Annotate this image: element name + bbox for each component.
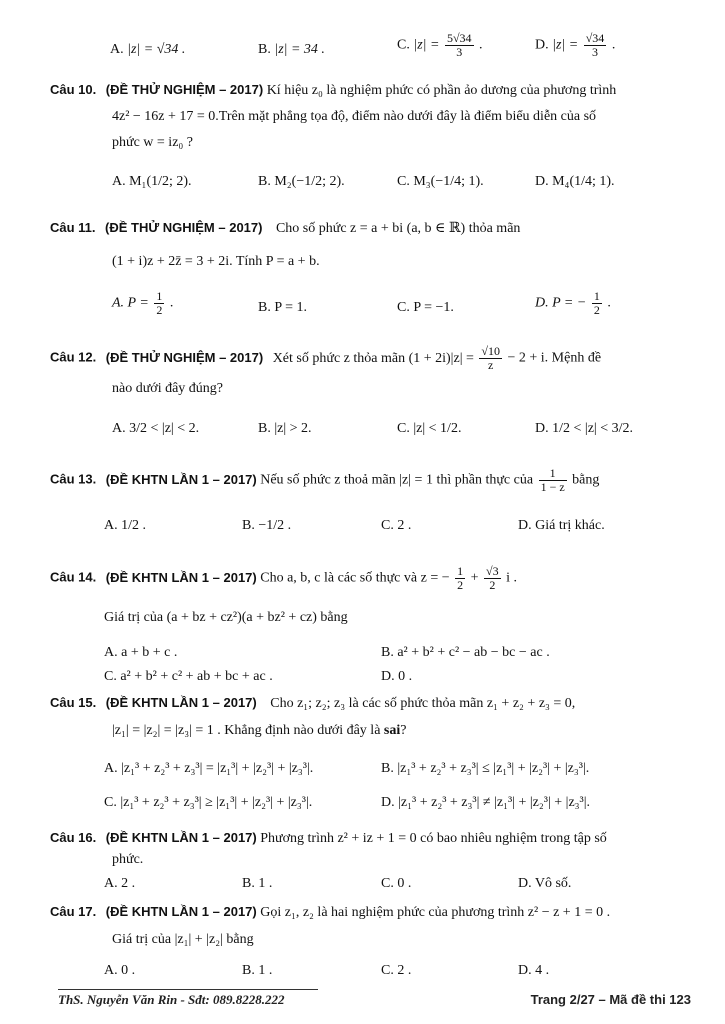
- q15-option-c[interactable]: C. |z₁³ + z₂³ + z₃³| ≥ |z₁³| + |z₂³| + |z₃³|.: [104, 795, 313, 810]
- question-number: Câu 11.: [50, 220, 96, 235]
- q16-option-a[interactable]: A. 2 .: [104, 876, 136, 891]
- q9-option-a[interactable]: [110, 40, 185, 60]
- q9-option-b[interactable]: [258, 40, 325, 60]
- q16-option-d[interactable]: D. Vô số.: [518, 876, 572, 891]
- fraction: [154, 290, 164, 317]
- q16-option-b[interactable]: B. 1 .: [242, 876, 273, 891]
- fraction-numerator: √34: [585, 31, 605, 45]
- q10-option-a[interactable]: A. M₁(1/2; 2).: [112, 174, 192, 189]
- option-letter: D.: [535, 37, 549, 53]
- footer-author: ThS. Nguyễn Văn Rin - Sđt: 089.8228.222: [58, 992, 285, 1007]
- option-letter: A.: [110, 42, 124, 57]
- fraction-denominator: 2: [457, 578, 464, 592]
- q17-stem-line-1: [50, 902, 610, 923]
- q13-option-b[interactable]: B. −1/2 .: [242, 518, 292, 533]
- option-math: A. P =: [112, 295, 149, 311]
- q15-option-a[interactable]: A. |z₁³ + z₂³ + z₃³| = |z₁³| + |z₂³| + |z₃³|.: [104, 761, 314, 776]
- question-text: |z₁| = |z₂| = |z₃| = 1 . Khẳng định nào dưới đây là: [112, 723, 381, 738]
- question-text: Phương trình z² + iz + 1 = 0 có bao nhiêu nghiệm trong tập số: [260, 831, 607, 846]
- emphasis-word: sai: [383, 723, 401, 738]
- question-text: Nếu số phức z thoả mãn |z| = 1 thì phần thực của: [260, 472, 534, 488]
- fraction: [479, 345, 502, 372]
- q17-option-c[interactable]: C. 2 .: [381, 963, 412, 978]
- question-source: (ĐỀ KHTN LẦN 1 – 2017): [105, 904, 257, 919]
- q14-option-c[interactable]: C. a² + b² + c² + ab + bc + ac .: [104, 669, 273, 684]
- q10-stem-line-2: 4z² − 16z + 17 = 0.Trên mặt phẳng tọa độ, điểm nào dưới đây là điểm biểu diễn của số: [112, 109, 597, 124]
- q14-option-a[interactable]: A. a + b + c .: [104, 645, 178, 660]
- question-number: Câu 16.: [50, 830, 97, 845]
- q13-option-d[interactable]: D. Giá trị khác.: [518, 518, 605, 533]
- fraction: [584, 32, 607, 59]
- q14-option-d[interactable]: D. 0 .: [381, 669, 413, 684]
- q13-option-a[interactable]: A. 1/2 .: [104, 518, 146, 533]
- fraction: [592, 290, 602, 317]
- option-math: D. P = −: [535, 295, 587, 311]
- q16-option-c[interactable]: C. 0 .: [381, 876, 412, 891]
- q12-option-c[interactable]: C. |z| < 1/2.: [397, 421, 462, 436]
- fraction-denominator: 2: [593, 303, 600, 317]
- q12-stem-line-2: nào dưới đây đúng?: [112, 381, 224, 396]
- question-text-end: − 2 + i. Mệnh đề: [507, 350, 602, 366]
- q10-option-b[interactable]: B. M₂(−1/2; 2).: [258, 174, 345, 189]
- option-math-end: .: [479, 37, 483, 53]
- fraction-numerator: 1: [156, 289, 163, 303]
- fraction-denominator: 3: [456, 45, 463, 59]
- footer-divider: [58, 989, 318, 990]
- option-math-end: .: [169, 295, 174, 311]
- q14-stem-line-1: [50, 565, 517, 592]
- q11-option-a[interactable]: [112, 290, 173, 317]
- question-source: (ĐỀ KHTN LẦN 1 – 2017): [105, 471, 257, 487]
- q17-option-b[interactable]: B. 1 .: [242, 963, 273, 978]
- question-number: Câu 17.: [50, 904, 97, 919]
- q15-option-d[interactable]: D. |z₁³ + z₂³ + z₃³| ≠ |z₁³| + |z₂³| + |z₃³|.: [381, 795, 591, 810]
- question-source: (ĐỀ KHTN LẦN 1 – 2017): [105, 695, 257, 710]
- q11-option-c[interactable]: C. P = −1.: [397, 300, 454, 315]
- option-math: |z| = 34 .: [274, 42, 325, 57]
- question-source: (ĐỀ THỬ NGHIỆM – 2017): [105, 220, 263, 235]
- fraction: [445, 32, 474, 59]
- q13-option-c[interactable]: C. 2 .: [381, 518, 412, 533]
- fraction-numerator: √3: [486, 564, 499, 578]
- q16-stem-line-1: [50, 828, 607, 849]
- option-letter: B.: [258, 42, 271, 57]
- question-text: Cho số phức z = a + bi (a, b ∈ ℝ) thỏa mãn: [275, 221, 521, 236]
- option-math-end: .: [611, 37, 616, 53]
- question-number: Câu 15.: [50, 695, 97, 710]
- q12-stem-line-1: [50, 345, 601, 372]
- q12-option-a[interactable]: A. 3/2 < |z| < 2.: [112, 421, 200, 436]
- fraction: [484, 565, 501, 592]
- q17-option-a[interactable]: A. 0 .: [104, 963, 136, 978]
- fraction-denominator: 3: [592, 45, 599, 59]
- fraction-numerator: 1: [539, 467, 567, 481]
- fraction: [539, 467, 567, 494]
- q14-stem-line-2: Giá trị của (a + bz + cz²)(a + bz² + cz) bằng: [104, 610, 348, 625]
- question-text-end: i .: [506, 570, 517, 586]
- question-text: Kí hiệu z₀ là nghiệm phức có phần ảo dương của phương trình: [266, 83, 617, 98]
- question-source: (ĐỀ KHTN LẦN 1 – 2017): [105, 569, 257, 585]
- fraction: [455, 565, 465, 592]
- question-text: Cho z₁; z₂; z₃ là các số phức thỏa mãn z₁ + z₂ + z₃ = 0,: [270, 696, 576, 711]
- q15-stem-line-1: [50, 693, 575, 714]
- q17-stem-line-2: Giá trị của |z₁| + |z₂| bằng: [112, 932, 254, 947]
- option-math-end: .: [607, 295, 611, 311]
- q11-option-b[interactable]: B. P = 1.: [258, 300, 307, 315]
- q13-stem-line-1: [50, 467, 599, 494]
- question-source: (ĐỀ KHTN LẦN 1 – 2017): [105, 830, 257, 845]
- math-operator: +: [470, 570, 479, 586]
- q9-option-c[interactable]: [397, 32, 483, 59]
- question-number: Câu 13.: [50, 471, 97, 487]
- q16-stem-line-2: phức.: [112, 852, 144, 867]
- q15-option-b[interactable]: B. |z₁³ + z₂³ + z₃³| ≤ |z₁³| + |z₂³| + |z₃³|.: [381, 761, 590, 776]
- question-text: Cho a, b, c là các số thực và z = −: [260, 570, 450, 586]
- fraction-numerator: √10: [481, 344, 500, 358]
- fraction-numerator: 5√34: [446, 31, 472, 45]
- option-math: |z| = √34 .: [127, 42, 186, 57]
- q12-option-b[interactable]: B. |z| > 2.: [258, 421, 312, 436]
- question-text-end: ?: [400, 723, 407, 738]
- question-number: Câu 12.: [50, 349, 97, 365]
- q15-stem-line-2: [112, 721, 406, 741]
- question-source: (ĐỀ THỬ NGHIỆM – 2017): [105, 82, 264, 97]
- fraction-numerator: 1: [593, 289, 600, 303]
- footer-page-number: Trang 2/27 – Mã đề thi 123: [530, 992, 691, 1007]
- q11-stem-line-2: (1 + i)z + 2z̄ = 3 + 2i. Tính P = a + b.: [112, 254, 320, 269]
- fraction-denominator: 1 − z: [540, 480, 565, 494]
- q11-option-d[interactable]: [535, 290, 611, 317]
- question-source: (ĐỀ THỬ NGHIỆM – 2017): [105, 349, 264, 365]
- option-letter: C.: [397, 37, 410, 53]
- question-number: Câu 10.: [50, 82, 97, 97]
- fraction-numerator: 1: [457, 564, 464, 578]
- question-number: Câu 14.: [50, 569, 97, 585]
- q10-option-d[interactable]: D. M₄(1/4; 1).: [535, 174, 615, 189]
- question-text-end: bằng: [572, 472, 600, 488]
- option-math: |z| =: [552, 37, 579, 53]
- question-text: Gọi z₁, z₂ là hai nghiệm phức của phương trình z² − z + 1 = 0 .: [260, 905, 611, 920]
- question-text: Xét số phức z thỏa mãn (1 + 2i)|z| =: [272, 350, 474, 366]
- q11-stem-line-1: [50, 218, 520, 239]
- q10-stem-line-1: [50, 80, 616, 101]
- fraction-denominator: 2: [489, 578, 496, 592]
- fraction-denominator: z: [488, 358, 494, 372]
- q9-option-d[interactable]: [535, 32, 615, 59]
- q10-option-c[interactable]: C. M₃(−1/4; 1).: [397, 174, 484, 189]
- option-math: |z| =: [413, 37, 440, 53]
- q17-option-d[interactable]: D. 4 .: [518, 963, 550, 978]
- q10-stem-line-3: phức w = iz₀ ?: [112, 135, 194, 150]
- q12-option-d[interactable]: D. 1/2 < |z| < 3/2.: [535, 421, 633, 436]
- q14-option-b[interactable]: B. a² + b² + c² − ab − bc − ac .: [381, 645, 550, 660]
- fraction-denominator: 2: [156, 303, 163, 317]
